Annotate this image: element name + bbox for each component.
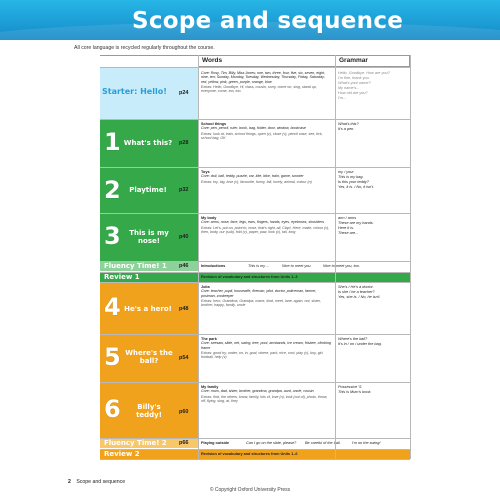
unit-4-grammar-line: Is she / he a teacher? [338,290,375,294]
row-divider [100,334,410,335]
unit-4-words [198,283,335,333]
unit-5-page: p54 [179,355,189,361]
column-divider [410,55,411,459]
unit-4-title: He's a hero! [124,305,172,313]
unit-1-extra-words: Extras: look at, train, school things, open (v), close (v), pencil case, see, tick, school bag, OK [201,131,323,140]
unit-5-grammar [335,335,410,381]
unit-6-grammar-line: This is Mum's book. [338,390,372,394]
unit-3-grammar [335,214,410,260]
unit-2-number: 2 [104,176,121,204]
unit-2-grammar-line: Yes, it is. / No, it isn't. [338,185,374,189]
copyright-notice: © Copyright Oxford University Press [209,487,291,493]
unit-6-page: p60 [179,409,189,415]
row-divider [100,119,410,120]
fluency-1-section: Introductions [201,264,226,268]
unit-1-title: What's this? [123,139,173,147]
unit-3-heading: My body [201,216,217,220]
unit-3-grammar-line: These are... [338,231,359,235]
unit-1-words [198,120,335,166]
unit-3-number: 3 [104,222,121,250]
row-divider [100,282,410,283]
unit-3-grammar-line: Here it is. [338,226,355,230]
unit-2-heading: Toys [201,170,210,174]
unit-1-heading: School things [201,122,227,126]
unit-5-heading: The park [201,337,217,341]
fluency-1-label: Fluency Time! 1 [100,261,198,271]
unit-6-number: 6 [104,395,121,423]
unit-4-grammar-line: She's / He's a doctor. [338,285,374,289]
footer-page-number: 2 [68,479,71,485]
fluency-1-line: Nice to meet you, too. [323,264,360,268]
row-divider [100,459,410,460]
unit-4-page: p48 [179,306,189,312]
unit-2-page: p32 [179,187,189,193]
starter-grammar-line: Hello, Goodbye. How are you? [338,71,390,75]
starter-words [198,69,335,119]
fluency-2-line: Be careful of the ball. [305,441,341,445]
intro-text: All core language is recycled regularly throughout the course. [74,45,215,51]
review-1-label: Review 1 [104,273,140,281]
unit-5-words [198,335,335,381]
fluency-2-label: Fluency Time! 2 [100,438,198,448]
fluency-2-line: I'm on the swing! [352,441,381,445]
unit-3-extra-words: Extras: Let's, put on, point to, nose, that's right, all, Clap!, Here, make, colour (v), then, body, our (sub), fold (v), paper, paw, look (v), tail, long [201,225,330,234]
unit-5-extra-words: Extras: good try, under, on, in, goal, where, park, nice, cool, play (v), boy, girl, football, help (v) [201,350,324,360]
starter-grammar-line: I'm fine, thank you. [338,76,370,80]
unit-4-grammar-line: Yes, she is. / No, he isn't. [338,295,381,299]
unit-1-grammar-line: It's a pen. [338,127,355,131]
starter-page: p24 [179,90,189,96]
words-column-header: Words [198,55,335,67]
unit-2-grammar-line: Is this your teddy? [338,180,369,184]
unit-3-title: This is my nose! [129,229,169,245]
starter-grammar-line: How old are you? [338,91,368,95]
row-divider [100,67,410,68]
unit-1-page: p28 [179,140,189,146]
column-divider [198,55,199,459]
grammar-column-header: Grammar [335,55,410,67]
unit-2-grammar-line: my / your [338,170,354,174]
fluency-1-line: This is my ... [248,264,270,268]
starter-core-words: Core: Rosy, Tim, Billy, Miss Jones; one, two, three, four, five, six, seven, eight, nine, ten; Sunday, Monday, Tuesday, Wednesday, Thursday, Friday, Saturday; red, yellow, pink, green, purple, orange, blue [201,71,326,84]
unit-1-number: 1 [104,128,121,156]
unit-6-grammar [335,383,410,437]
page-header [0,0,500,40]
unit-3-grammar-line: arm / arms [338,216,357,220]
review-2-label: Review 2 [104,450,140,458]
unit-4-grammar [335,283,410,333]
unit-6-extra-words: Extras: find, the others, know, family, lots of, love (n), look (out of), photo, throw, off, flying, sing, at, they [201,394,328,403]
unit-2-grammar [335,168,410,212]
unit-6-heading: My family [201,385,219,389]
row-divider [100,272,410,273]
row-divider [100,213,410,214]
fluency-2-section: Playing outside [201,441,230,445]
fluency-2-line: Can I go on the slide, please? [246,441,297,445]
unit-2-extra-words: Extras: toy, big, lose (v), favourite, funny, fall, lovely, animal, colour (n) [201,179,312,184]
unit-1-grammar-line: What's this? [338,122,359,126]
unit-5-grammar-line: It's in / on / under the bag. [338,342,382,346]
unit-4-heading: Jobs [201,285,210,289]
review-1-text: Revision of vocabulary and structures from Units 1–3 [201,275,298,279]
starter-title: Starter: Hello! [102,87,167,96]
unit-6-words [198,383,335,437]
unit-3-grammar-line: These are my hands. [338,221,374,225]
unit-5-core-words: Core: seesaw, slide, net, swing, tree, pool, armbands, ice cream, frisbee, climbing frame [201,341,331,350]
footer-section-title: Scope and sequence [76,479,126,485]
starter-extra-words: Extras: Hello, Goodbye, Hi, class, cousin, sorry, come on, sing, stand up, everyone, come, too, too. [201,84,317,94]
row-divider [100,261,410,262]
unit-5-number: 5 [104,343,121,371]
unit-4-core-words: Core: teacher, pupil, housewife, fireman, pilot, doctor, policeman, farmer, postman, zookeeper [201,289,317,298]
row-divider [100,449,410,450]
unit-6-grammar-line: Possessive 'S [338,385,362,389]
unit-2-words [198,168,335,212]
starter-grammar-line: What's your name? [338,81,371,85]
unit-5-title: Where's the ball? [125,349,173,365]
unit-3-core-words: Core: arms, nose, face, legs, ears, fingers, hands, eyes, eyebrows, shoulders [201,220,325,225]
unit-2-title: Playtime! [129,186,167,194]
unit-3-page: p40 [179,234,189,240]
review-2-text: Revision of vocabulary and structures from Units 1–6 [201,452,298,456]
unit-4-extra-words: Extras: hero, Grandma, Grandpa, mane, kind, meet, lane, again, not, sister, brother, happy, family, uncle [201,298,321,308]
unit-3-words [198,214,335,260]
row-divider [100,438,410,439]
unit-6-core-words: Core: mum, dad, sister, brother, grandma, grandpa, aunt, uncle, cousin [201,389,314,394]
fluency-1-line: Nice to meet you. [282,264,312,268]
starter-grammar-line: My name's... [338,86,360,90]
fluency-1-page: p46 [179,263,189,269]
unit-2-grammar-line: This is my bag. [338,175,364,179]
page-footer [68,479,125,485]
fluency-2-page: p66 [179,440,189,446]
starter-grammar-line: I'm... [338,96,347,100]
unit-1-core-words: Core: pen, pencil, ruler, book, bag, folder, door, window, bookcase [201,126,306,131]
page-title: Scope and sequence [132,8,404,34]
unit-4-number: 4 [104,293,121,321]
row-divider [100,167,410,168]
unit-6-title: Billy's teddy! [136,403,162,419]
column-divider [335,55,336,459]
starter-grammar [335,69,410,119]
unit-1-grammar [335,120,410,166]
row-divider [100,382,410,383]
unit-2-core-words: Core: doll, ball, teddy, puzzle, car, kite, bike, train, game, scooter [201,174,304,179]
unit-5-grammar-line: Where's the ball? [338,337,368,341]
